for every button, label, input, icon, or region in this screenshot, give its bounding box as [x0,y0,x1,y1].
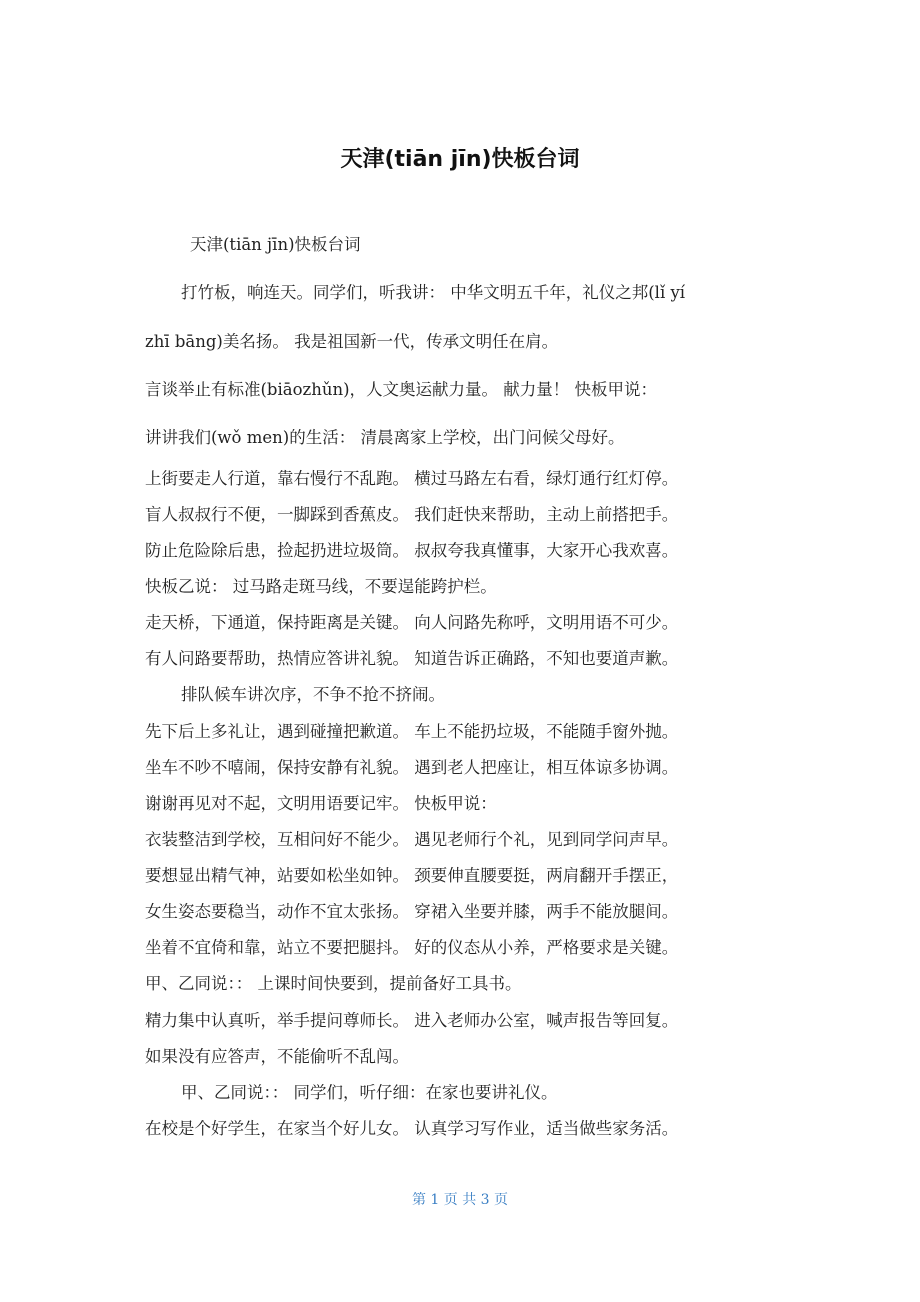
text-line: 要想显出精气神，站要如松坐如钟。 颈要伸直腰要挺，两肩翻开手摆正， [145,866,679,885]
text-line: 排队候车讲次序，不争不抢不挤闹。 [181,685,445,704]
text-line: 女生姿态要稳当，动作不宜太张扬。 穿裙入坐要并膝，两手不能放腿间。 [145,902,679,921]
text-line: 在校是个好学生，在家当个好儿女。 认真学习写作业，适当做些家务活。 [145,1119,679,1138]
text-line: 如果没有应答声，不能偷听不乱闯。 [145,1047,409,1066]
text-line: 先下后上多礼让，遇到碰撞把歉道。 车上不能扔垃圾，不能随手窗外抛。 [145,722,679,741]
text-line: 盲人叔叔行不便，一脚踩到香蕉皮。 我们赶快来帮助，主动上前搭把手。 [145,505,679,524]
text-line: 坐车不吵不嘻闹，保持安静有礼貌。 遇到老人把座让，相互体谅多协调。 [145,758,679,777]
text-line: 天津(tiān jīn)快板台词 [190,235,361,254]
text-line: 甲、乙同说：： 上课时间快要到，提前备好工具书。 [145,974,522,993]
text-line: 防止危险除后患，捡起扔进垃圾筒。 叔叔夸我真懂事，大家开心我欢喜。 [145,541,679,560]
text-line: 上街要走人行道，靠右慢行不乱跑。 横过马路左右看，绿灯通行红灯停。 [145,469,679,488]
text-line: 走天桥，下通道，保持距离是关键。 向人问路先称呼，文明用语不可少。 [145,613,679,632]
text-line: 谢谢再见对不起，文明用语要记牢。 快板甲说： [145,794,497,813]
text-line: 言谈举止有标准(biāozhǔn)，人文奥运献力量。 献力量！ 快板甲说： [145,380,658,399]
text-line: 衣装整洁到学校，互相问好不能少。 遇见老师行个礼，见到同学问声早。 [145,830,679,849]
text-line: 有人问路要帮助，热情应答讲礼貌。 知道告诉正确路，不知也要道声歉。 [145,649,679,668]
text-line: 甲、乙同说：： 同学们，听仔细：在家也要讲礼仪。 [181,1083,558,1102]
text-line: 精力集中认真听，举手提问尊师长。 进入老师办公室，喊声报告等回复。 [145,1011,679,1030]
text-line: zhī bāng)美名扬。 我是祖国新一代，传承文明任在肩。 [145,332,559,351]
text-line: 讲讲我们(wǒ men)的生活： 清晨离家上学校，出门问候父母好。 [145,428,625,447]
page-footer: 第 1 页 共 3 页 [411,1192,509,1208]
text-line: 打竹板，响连天。同学们，听我讲： 中华文明五千年，礼仪之邦(lǐ yí [181,283,686,302]
document-title: 天津(tiān jīn)快板台词 [340,147,580,172]
text-line: 快板乙说： 过马路走斑马线，不要逞能跨护栏。 [145,577,497,596]
text-line: 坐着不宜倚和靠，站立不要把腿抖。 好的仪态从小养，严格要求是关键。 [145,938,679,957]
